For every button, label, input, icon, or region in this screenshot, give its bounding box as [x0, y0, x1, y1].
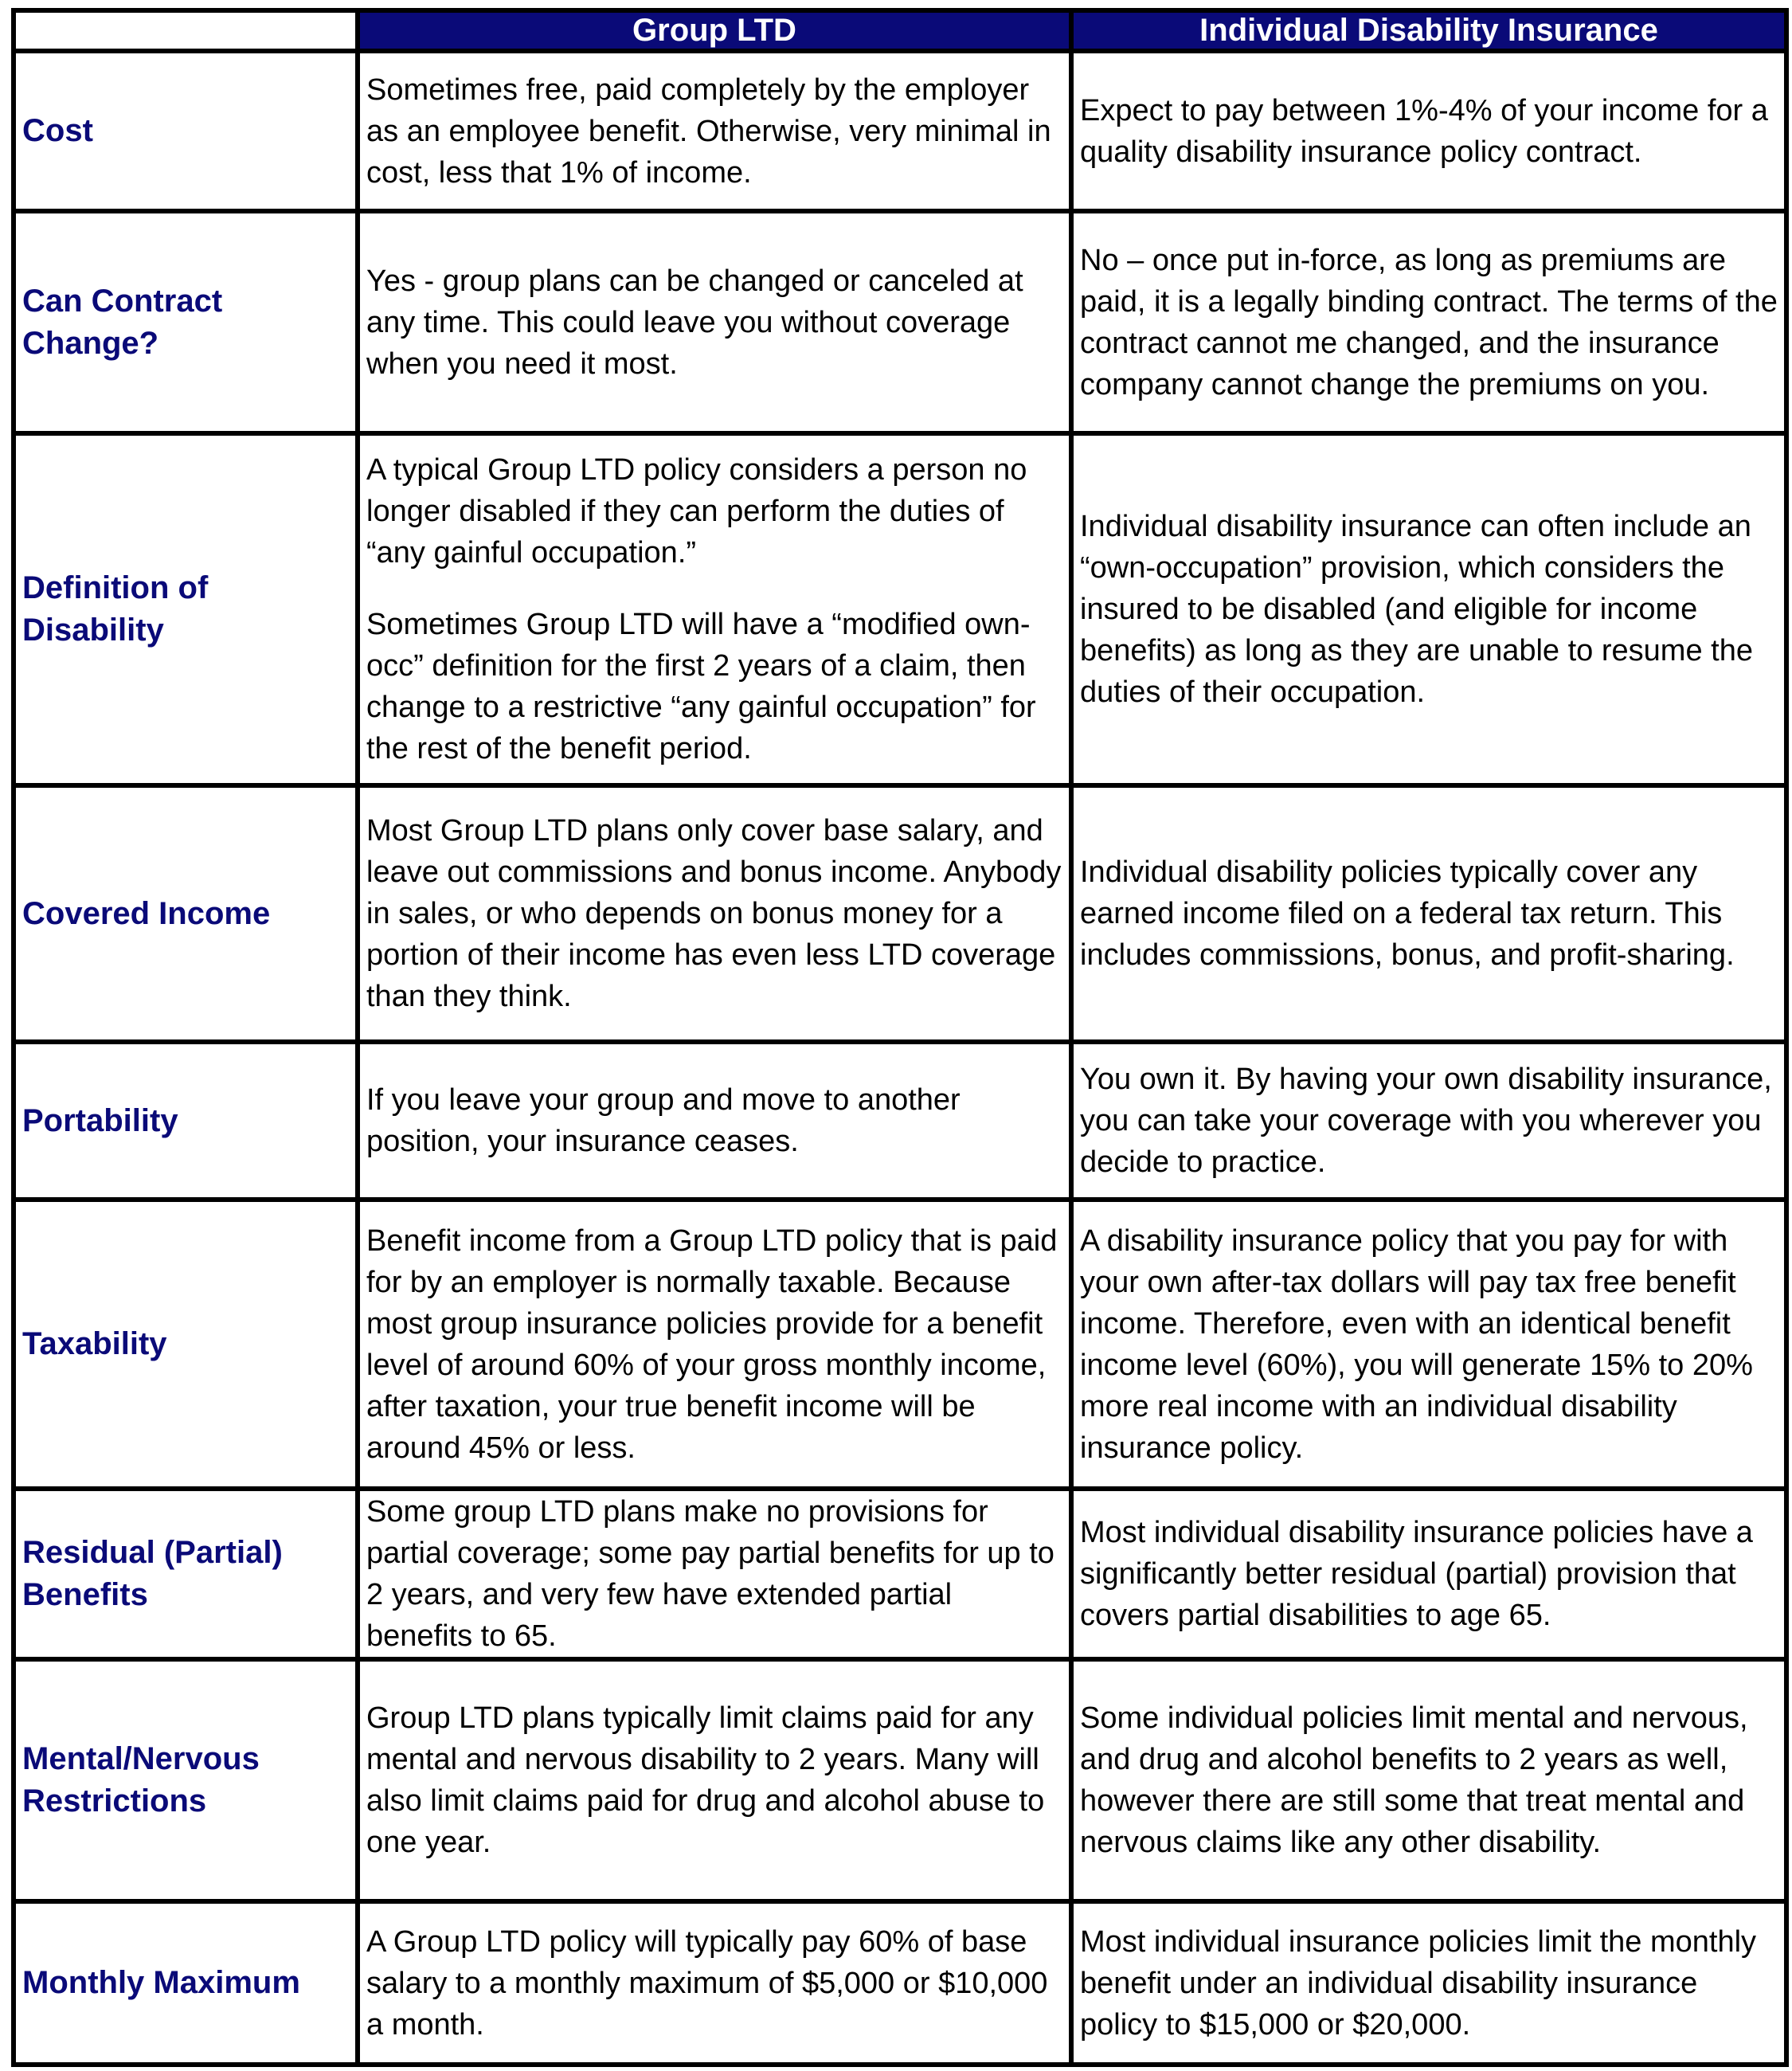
header-individual-insurance: Individual Disability Insurance — [1071, 10, 1786, 51]
row-label: Can Contract Change? — [14, 211, 358, 433]
table-row — [14, 51, 1786, 211]
individual-cell: Some individual policies limit mental and nervous, and drug and alcohol benefits to 2 years as well, however there are still some that treat mental and nervous claims like any other disability. — [1071, 1659, 1786, 1901]
group-ltd-cell: Yes - group plans can be changed or canceled at any time. This could leave you without coverage when you need it most. — [358, 211, 1071, 433]
individual-cell: No – once put in-force, as long as premiums are paid, it is a legally binding contract. The terms of the contract cannot me changed, and the insurance company cannot change the premiums on you. — [1071, 211, 1786, 433]
table-row — [14, 1901, 1786, 2065]
group-ltd-cell: Most Group LTD plans only cover base salary, and leave out commissions and bonus income. Anybody in sales, or who depends on bonus money for a portion of their income has even less LTD coverage than they think. — [358, 785, 1071, 1042]
row-label: Monthly Maximum — [14, 1901, 358, 2065]
individual-cell: A disability insurance policy that you pay for with your own after-tax dollars will pay tax free benefit income. Therefore, even with an identical benefit income level (60%), you will generate 15% to 20% more real income with an individual disability insurance policy. — [1071, 1200, 1786, 1489]
header-row — [14, 10, 1786, 51]
row-label: Taxability — [14, 1200, 358, 1489]
table-row — [14, 785, 1786, 1042]
group-ltd-cell — [358, 433, 1071, 785]
group-ltd-cell: A Group LTD policy will typically pay 60% of base salary to a monthly maximum of $5,000 or $10,000 a month. — [358, 1901, 1071, 2065]
row-label: Covered Income — [14, 785, 358, 1042]
individual-cell: Individual disability insurance can often include an “own-occupation” provision, which considers the insured to be disabled (and eligible for income benefits) as long as they are unable to resume the duties of their occupation. — [1071, 433, 1786, 785]
comparison-table — [11, 8, 1789, 2067]
individual-cell: Most individual insurance policies limit the monthly benefit under an individual disability insurance policy to $15,000 or $20,000. — [1071, 1901, 1786, 2065]
table-row — [14, 1489, 1786, 1659]
individual-cell: Most individual disability insurance policies have a significantly better residual (partial) provision that covers partial disabilities to age 65. — [1071, 1489, 1786, 1659]
group-ltd-cell: Sometimes free, paid completely by the employer as an employee benefit. Otherwise, very minimal in cost, less that 1% of income. — [358, 51, 1071, 211]
group-ltd-paragraph: Sometimes Group LTD will have a “modified own-occ” definition for the first 2 years of a claim, then change to a restrictive “any gainful occupation” for the rest of the benefit period. — [366, 608, 1036, 765]
table-row — [14, 1659, 1786, 1901]
table-row — [14, 433, 1786, 785]
header-group-ltd: Group LTD — [358, 10, 1071, 51]
row-label: Residual (Partial) Benefits — [14, 1489, 358, 1659]
header-corner-cell — [14, 10, 358, 51]
individual-cell: Expect to pay between 1%-4% of your income for a quality disability insurance policy contract. — [1071, 51, 1786, 211]
row-label: Definition of Disability — [14, 433, 358, 785]
group-ltd-cell: Some group LTD plans make no provisions for partial coverage; some pay partial benefits for up to 2 years, and very few have extended partial benefits to 65. — [358, 1489, 1071, 1659]
row-label: Mental/Nervous Restrictions — [14, 1659, 358, 1901]
group-ltd-cell: If you leave your group and move to another position, your insurance ceases. — [358, 1042, 1071, 1200]
row-label: Cost — [14, 51, 358, 211]
table-row — [14, 1042, 1786, 1200]
group-ltd-cell: Group LTD plans typically limit claims paid for any mental and nervous disability to 2 years. Many will also limit claims paid for drug and alcohol abuse to one year. — [358, 1659, 1071, 1901]
group-ltd-paragraph: A typical Group LTD policy considers a person no longer disabled if they can perform the duties of “any gainful occupation.” — [366, 453, 1027, 570]
table-row — [14, 1200, 1786, 1489]
row-label: Portability — [14, 1042, 358, 1200]
individual-cell: You own it. By having your own disability insurance, you can take your coverage with you wherever you decide to practice. — [1071, 1042, 1786, 1200]
table-row — [14, 211, 1786, 433]
group-ltd-cell: Benefit income from a Group LTD policy that is paid for by an employer is normally taxable. Because most group insurance policies provide for a benefit level of around 60% of your gross monthly income, after taxation, your true benefit income will be around 45% or less. — [358, 1200, 1071, 1489]
individual-cell: Individual disability policies typically cover any earned income filed on a federal tax return. This includes commissions, bonus, and profit-sharing. — [1071, 785, 1786, 1042]
